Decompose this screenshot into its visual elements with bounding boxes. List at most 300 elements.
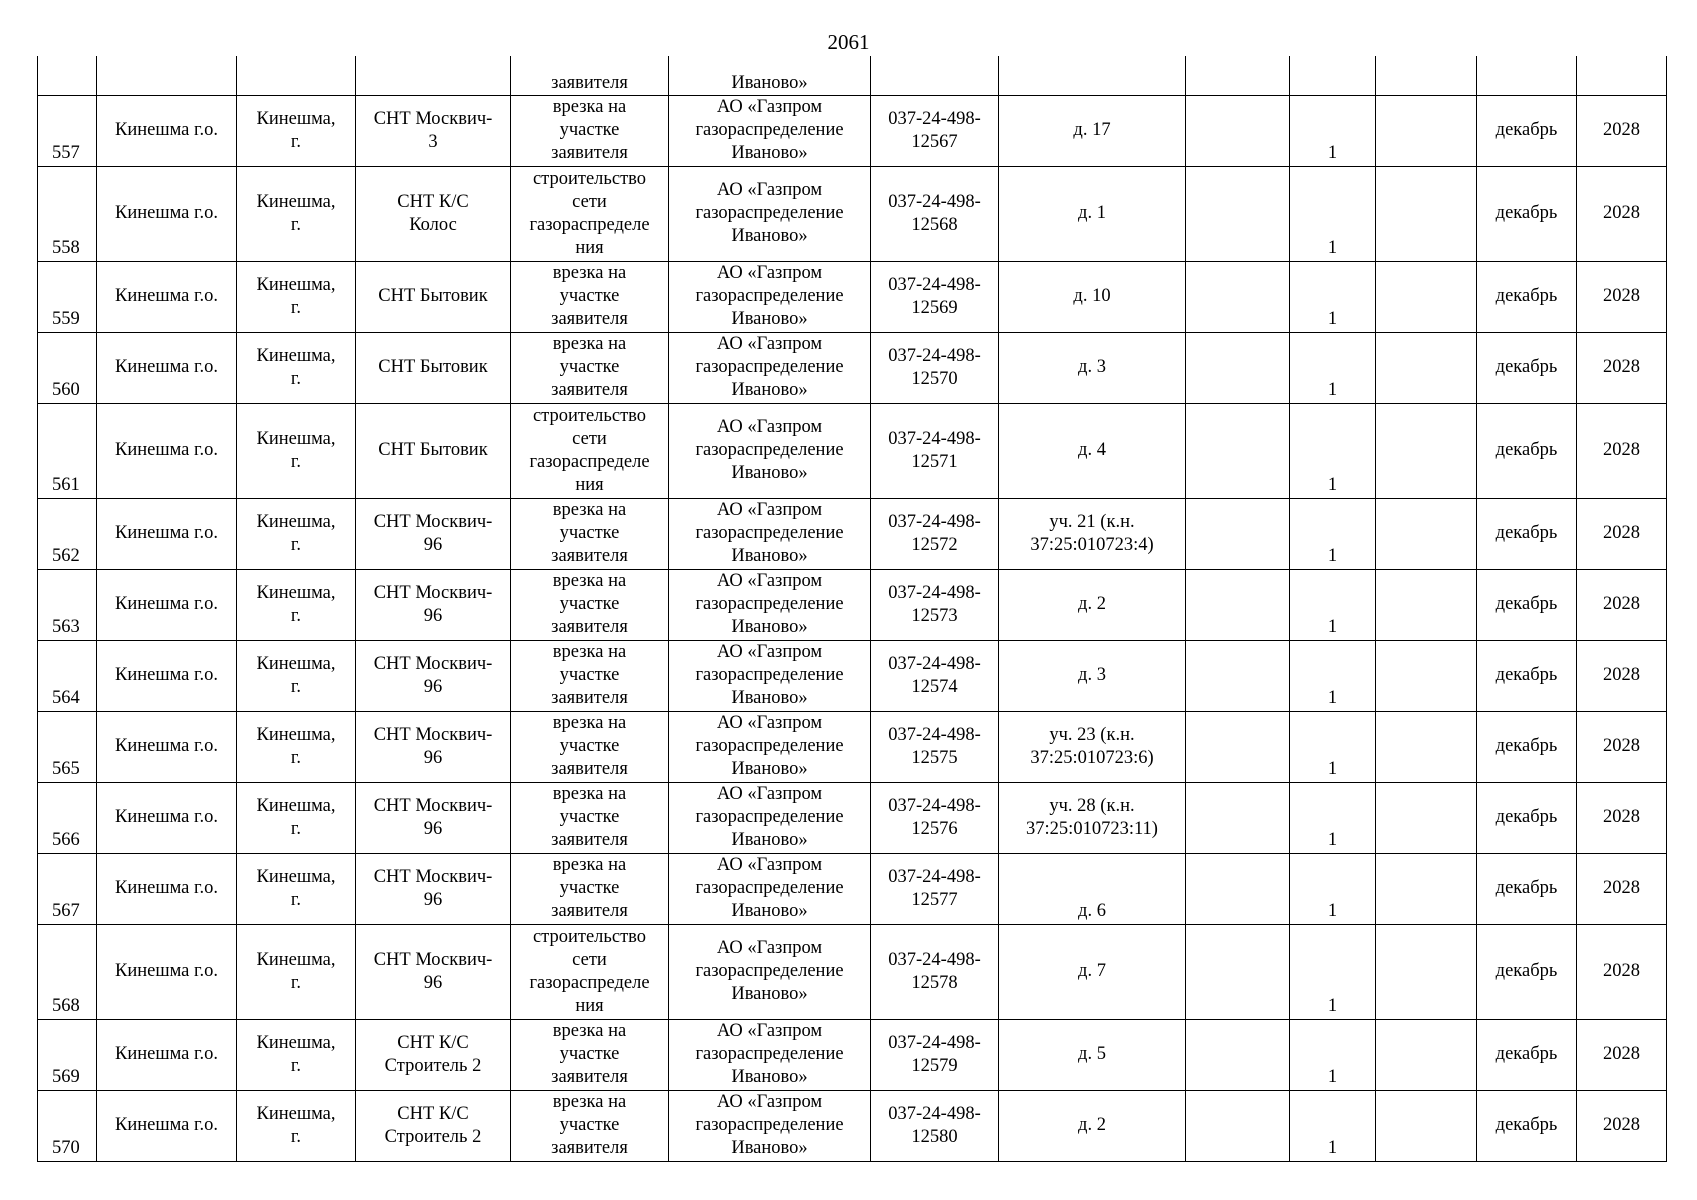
cell-code-text: 037-24-498- 12568 <box>888 191 981 235</box>
cell-work-text: врезка на участке заявителя <box>551 855 628 921</box>
cell-locality-text: Кинешма, г. <box>256 108 336 152</box>
cell-no-text: 564 <box>52 687 80 708</box>
cell-house-text: д. 3 <box>1078 357 1106 377</box>
cell-code-text: 037-24-498- 12579 <box>888 1032 981 1076</box>
cell-org-text: АО «Газпром газораспределение Иваново» <box>695 97 844 163</box>
cell-code-text: 037-24-498- 12574 <box>888 653 981 697</box>
cell-extra <box>1186 853 1290 924</box>
cell-org <box>669 403 871 498</box>
cell-district <box>97 1090 237 1161</box>
table-row <box>38 924 1667 1019</box>
cell-code <box>871 332 999 403</box>
cell-org <box>669 1090 871 1161</box>
cell-street-text: СНТ Москвич- 96 <box>373 949 493 993</box>
cell-qty-text: 1 <box>1327 1137 1338 1158</box>
cell-no <box>38 853 97 924</box>
cell-org <box>669 332 871 403</box>
cell-no-text: 566 <box>52 829 80 850</box>
cell-district-text: Кинешма г.о. <box>114 523 218 543</box>
cell-locality-text: Кинешма, г. <box>256 949 336 993</box>
cell-locality-text: Кинешма, г. <box>256 191 336 235</box>
cell-street <box>356 332 511 403</box>
cell-no-text: 558 <box>52 237 80 258</box>
cell-month-text: декабрь <box>1495 878 1558 898</box>
cell-locality-text: Кинешма, г. <box>256 1032 336 1076</box>
cell-work <box>511 332 669 403</box>
cell-district <box>97 853 237 924</box>
cell-no <box>38 924 97 1019</box>
cell-code <box>871 569 999 640</box>
cell-locality <box>237 332 356 403</box>
table-row <box>38 166 1667 261</box>
cell-month <box>1477 332 1577 403</box>
cell-month-text: декабрь <box>1495 440 1558 460</box>
cell-org-text: АО «Газпром газораспределение Иваново» <box>695 784 844 850</box>
cell-code-text: 037-24-498- 12578 <box>888 949 981 993</box>
cell-work <box>511 166 669 261</box>
cell-code-text: 037-24-498- 12575 <box>888 724 981 768</box>
cell-qty-text: 1 <box>1327 237 1338 258</box>
cell-extra <box>1186 56 1290 95</box>
cell-code <box>871 782 999 853</box>
cell-no-text: 567 <box>52 900 80 921</box>
cell-blank <box>1376 569 1477 640</box>
cell-month <box>1477 1090 1577 1161</box>
cell-qty <box>1290 261 1376 332</box>
cell-code-text: 037-24-498- 12576 <box>888 795 981 839</box>
cell-qty <box>1290 403 1376 498</box>
cell-qty-text: 1 <box>1327 758 1338 779</box>
cell-street-text: СНТ Москвич- 96 <box>373 511 493 555</box>
cell-street-text: СНТ К/С Строитель 2 <box>384 1103 482 1147</box>
cell-work <box>511 711 669 782</box>
cell-qty-text: 1 <box>1327 308 1338 329</box>
cell-district-text: Кинешма г.о. <box>114 357 218 377</box>
cell-year-text: 2028 <box>1603 286 1640 306</box>
cell-qty <box>1290 924 1376 1019</box>
cell-org <box>669 261 871 332</box>
cell-work <box>511 640 669 711</box>
table-row <box>38 782 1667 853</box>
cell-no <box>38 1019 97 1090</box>
cell-locality <box>237 569 356 640</box>
cell-qty-text: 1 <box>1327 687 1338 708</box>
cell-qty <box>1290 95 1376 166</box>
cell-qty-text: 1 <box>1327 616 1338 637</box>
cell-street-text: СНТ К/С Строитель 2 <box>384 1032 482 1076</box>
cell-locality-text: Кинешма, г. <box>256 1103 336 1147</box>
cell-district-text: Кинешма г.о. <box>114 665 218 685</box>
cell-year-text: 2028 <box>1603 665 1640 685</box>
cell-blank <box>1376 498 1477 569</box>
cell-district <box>97 569 237 640</box>
cell-code <box>871 1019 999 1090</box>
cell-year <box>1577 166 1667 261</box>
cell-code <box>871 924 999 1019</box>
cell-year <box>1577 56 1667 95</box>
cell-no <box>38 640 97 711</box>
cell-year-text: 2028 <box>1603 357 1640 377</box>
cell-house-text: д. 10 <box>1073 286 1111 306</box>
cell-no <box>38 498 97 569</box>
cell-month-text: декабрь <box>1495 736 1558 756</box>
table-row <box>38 332 1667 403</box>
cell-house-text: уч. 21 (к.н. 37:25:010723:4) <box>1030 511 1154 555</box>
cell-org <box>669 1019 871 1090</box>
cell-code <box>871 853 999 924</box>
cell-street <box>356 498 511 569</box>
cell-locality-text: Кинешма, г. <box>256 428 336 472</box>
cell-street-text: СНТ Москвич- 96 <box>373 866 493 910</box>
cell-year <box>1577 498 1667 569</box>
cell-org: Иваново» <box>669 56 871 95</box>
cell-house <box>999 1019 1186 1090</box>
cell-district <box>97 261 237 332</box>
cell-house-text: д. 4 <box>1078 440 1106 460</box>
cell-house <box>999 498 1186 569</box>
cell-locality-text: Кинешма, г. <box>256 653 336 697</box>
cell-qty <box>1290 56 1376 95</box>
cell-month <box>1477 853 1577 924</box>
cell-year <box>1577 1090 1667 1161</box>
cell-org-text: АО «Газпром газораспределение Иваново» <box>695 571 844 637</box>
cell-house-text: д. 6 <box>1078 900 1106 921</box>
cell-blank <box>1376 403 1477 498</box>
cell-month <box>1477 924 1577 1019</box>
cell-extra <box>1186 640 1290 711</box>
cell-month <box>1477 403 1577 498</box>
cell-extra <box>1186 166 1290 261</box>
cell-blank <box>1376 166 1477 261</box>
cell-house <box>999 569 1186 640</box>
cell-year-text: 2028 <box>1603 1115 1640 1135</box>
table-row <box>38 95 1667 166</box>
cell-work-text: врезка на участке заявителя <box>551 571 628 637</box>
cell-work <box>511 1090 669 1161</box>
cell-work-text: врезка на участке заявителя <box>551 784 628 850</box>
cell-month-text: декабрь <box>1495 523 1558 543</box>
cell-district-text: Кинешма г.о. <box>114 440 218 460</box>
cell-blank <box>1376 853 1477 924</box>
cell-street-text: СНТ Москвич- 96 <box>373 724 493 768</box>
cell-org <box>669 166 871 261</box>
cell-work-text: врезка на участке заявителя <box>551 713 628 779</box>
cell-blank <box>1376 782 1477 853</box>
cell-locality-text: Кинешма, г. <box>256 795 336 839</box>
cell-district-text: Кинешма г.о. <box>114 807 218 827</box>
cell-street <box>356 782 511 853</box>
cell-extra <box>1186 924 1290 1019</box>
cell-blank <box>1376 95 1477 166</box>
cell-month-text: декабрь <box>1495 1115 1558 1135</box>
cell-extra <box>1186 261 1290 332</box>
cell-work <box>511 569 669 640</box>
cell-street <box>356 711 511 782</box>
cell-org <box>669 498 871 569</box>
cell-work <box>511 853 669 924</box>
cell-month-text: декабрь <box>1495 961 1558 981</box>
cell-work-text: врезка на участке заявителя <box>551 1021 628 1087</box>
cell-house <box>999 640 1186 711</box>
cell-house-text: д. 2 <box>1078 1115 1106 1135</box>
cell-month <box>1477 95 1577 166</box>
cell-house-text: д. 7 <box>1078 961 1106 981</box>
cell-blank <box>1376 261 1477 332</box>
cell-org <box>669 640 871 711</box>
cell-street-text: СНТ Москвич- 3 <box>373 108 493 152</box>
cell-month-text: декабрь <box>1495 1044 1558 1064</box>
cell-locality <box>237 640 356 711</box>
cell-org <box>669 924 871 1019</box>
cell-street-text: СНТ Бытовик <box>378 357 488 377</box>
cell-street <box>356 261 511 332</box>
cell-locality <box>237 1019 356 1090</box>
cell-district-text: Кинешма г.о. <box>114 961 218 981</box>
cell-work-text: врезка на участке заявителя <box>551 334 628 400</box>
cell-street <box>356 853 511 924</box>
cell-year-text: 2028 <box>1603 440 1640 460</box>
cell-work-text: врезка на участке заявителя <box>551 500 628 566</box>
cell-extra <box>1186 711 1290 782</box>
cell-street-text: СНТ Москвич- 96 <box>373 653 493 697</box>
cell-house <box>999 261 1186 332</box>
cell-house <box>999 403 1186 498</box>
table-row <box>38 569 1667 640</box>
cell-district-text: Кинешма г.о. <box>114 878 218 898</box>
cell-org-text: АО «Газпром газораспределение Иваново» <box>695 180 844 246</box>
cell-code <box>871 95 999 166</box>
cell-month <box>1477 261 1577 332</box>
cell-no <box>38 403 97 498</box>
cell-qty-text: 1 <box>1327 829 1338 850</box>
cell-house-text: д. 2 <box>1078 594 1106 614</box>
cell-qty <box>1290 782 1376 853</box>
cell-extra <box>1186 1019 1290 1090</box>
cell-no-text: 568 <box>52 995 80 1016</box>
cell-qty-text: 1 <box>1327 474 1338 495</box>
cell-no <box>38 166 97 261</box>
cell-code <box>871 711 999 782</box>
cell-work <box>511 924 669 1019</box>
cell-code-text: 037-24-498- 12577 <box>888 866 981 910</box>
cell-locality <box>237 403 356 498</box>
cell-org-text: АО «Газпром газораспределение Иваново» <box>695 1092 844 1158</box>
cell-house <box>999 95 1186 166</box>
cell-year <box>1577 853 1667 924</box>
cell-locality-text: Кинешма, г. <box>256 274 336 318</box>
cell-blank <box>1376 1090 1477 1161</box>
cell-house <box>999 1090 1186 1161</box>
cell-district <box>97 640 237 711</box>
cell-blank <box>1376 924 1477 1019</box>
cell-street <box>356 569 511 640</box>
cell-extra <box>1186 1090 1290 1161</box>
table-row <box>38 403 1667 498</box>
cell-house <box>999 853 1186 924</box>
cell-org-text: АО «Газпром газораспределение Иваново» <box>695 500 844 566</box>
cell-no-text: 563 <box>52 616 80 637</box>
cell-no-text: 565 <box>52 758 80 779</box>
cell-code <box>871 166 999 261</box>
cell-street <box>356 1019 511 1090</box>
cell-month-text: декабрь <box>1495 807 1558 827</box>
cell-no-text: 562 <box>52 545 80 566</box>
cell-street <box>356 95 511 166</box>
cell-district-text: Кинешма г.о. <box>114 594 218 614</box>
cell-extra <box>1186 95 1290 166</box>
cell-org <box>669 569 871 640</box>
cell-month <box>1477 711 1577 782</box>
cell-blank <box>1376 332 1477 403</box>
cell-month-text: декабрь <box>1495 665 1558 685</box>
cell-district <box>97 924 237 1019</box>
continued-row <box>38 56 1667 95</box>
cell-no <box>38 782 97 853</box>
cell-locality-text: Кинешма, г. <box>256 345 336 389</box>
cell-locality <box>237 56 356 95</box>
cell-no <box>38 332 97 403</box>
cell-house <box>999 166 1186 261</box>
cell-work-text: врезка на участке заявителя <box>551 642 628 708</box>
cell-work <box>511 498 669 569</box>
cell-year <box>1577 640 1667 711</box>
cell-code-text: 037-24-498- 12569 <box>888 274 981 318</box>
cell-code-text: 037-24-498- 12567 <box>888 108 981 152</box>
cell-work <box>511 261 669 332</box>
cell-code-text: 037-24-498- 12573 <box>888 582 981 626</box>
cell-locality <box>237 711 356 782</box>
cell-org <box>669 853 871 924</box>
cell-qty-text: 1 <box>1327 142 1338 163</box>
cell-org <box>669 782 871 853</box>
table-row <box>38 261 1667 332</box>
cell-year <box>1577 332 1667 403</box>
cell-street-text: СНТ Бытовик <box>378 286 488 306</box>
cell-no-text: 561 <box>52 474 80 495</box>
cell-qty-text: 1 <box>1327 1066 1338 1087</box>
cell-month-text: декабрь <box>1495 120 1558 140</box>
cell-qty <box>1290 166 1376 261</box>
cell-district <box>97 166 237 261</box>
cell-code <box>871 498 999 569</box>
cell-blank <box>1376 56 1477 95</box>
cell-work-text: врезка на участке заявителя <box>551 263 628 329</box>
cell-qty <box>1290 711 1376 782</box>
cell-code <box>871 56 999 95</box>
cell-month-text: декабрь <box>1495 594 1558 614</box>
cell-qty-text: 1 <box>1327 995 1338 1016</box>
cell-district <box>97 711 237 782</box>
cell-work <box>511 95 669 166</box>
page-number: 2061 <box>827 30 870 54</box>
cell-year-text: 2028 <box>1603 878 1640 898</box>
cell-locality-text: Кинешма, г. <box>256 582 336 626</box>
cell-work-text: строительство сети газораспределе ния <box>529 926 650 1016</box>
cell-year-text: 2028 <box>1603 1044 1640 1064</box>
cell-extra <box>1186 332 1290 403</box>
cell-district <box>97 1019 237 1090</box>
cell-year-text: 2028 <box>1603 736 1640 756</box>
cell-code <box>871 261 999 332</box>
cell-year <box>1577 261 1667 332</box>
cell-street <box>356 56 511 95</box>
cell-locality <box>237 924 356 1019</box>
cell-locality <box>237 95 356 166</box>
cell-street <box>356 924 511 1019</box>
cell-qty <box>1290 569 1376 640</box>
gas-connection-table <box>37 56 1667 1162</box>
cell-org-text: АО «Газпром газораспределение Иваново» <box>695 855 844 921</box>
cell-extra <box>1186 569 1290 640</box>
cell-blank <box>1376 1019 1477 1090</box>
cell-year-text: 2028 <box>1603 961 1640 981</box>
cell-org-text: АО «Газпром газораспределение Иваново» <box>695 263 844 329</box>
cell-locality <box>237 166 356 261</box>
cell-work-text: врезка на участке заявителя <box>551 1092 628 1158</box>
cell-house-text: д. 1 <box>1078 203 1106 223</box>
cell-no <box>38 261 97 332</box>
table-row <box>38 711 1667 782</box>
cell-house-text: уч. 23 (к.н. 37:25:010723:6) <box>1030 724 1154 768</box>
cell-district-text: Кинешма г.о. <box>114 736 218 756</box>
cell-locality <box>237 498 356 569</box>
cell-work-text: врезка на участке заявителя <box>551 97 628 163</box>
cell-org-text: АО «Газпром газораспределение Иваново» <box>695 334 844 400</box>
cell-year <box>1577 924 1667 1019</box>
cell-blank <box>1376 640 1477 711</box>
cell-street <box>356 403 511 498</box>
cell-street-text: СНТ Москвич- 96 <box>373 795 493 839</box>
cell-house-text: д. 3 <box>1078 665 1106 685</box>
cell-code-text: 037-24-498- 12580 <box>888 1103 981 1147</box>
cell-locality-text: Кинешма, г. <box>256 724 336 768</box>
cell-work <box>511 782 669 853</box>
cell-code-text: 037-24-498- 12570 <box>888 345 981 389</box>
cell-org <box>669 711 871 782</box>
cell-no-text: 570 <box>52 1137 80 1158</box>
cell-street-text: СНТ К/С Колос <box>397 191 469 235</box>
cell-no-text: 569 <box>52 1066 80 1087</box>
cell-street <box>356 166 511 261</box>
cell-code <box>871 1090 999 1161</box>
cell-house-text: уч. 28 (к.н. 37:25:010723:11) <box>1026 795 1158 839</box>
table-row <box>38 853 1667 924</box>
cell-district-text: Кинешма г.о. <box>114 203 218 223</box>
cell-org-text: АО «Газпром газораспределение Иваново» <box>695 713 844 779</box>
cell-month-text: декабрь <box>1495 203 1558 223</box>
cell-code <box>871 403 999 498</box>
cell-no <box>38 711 97 782</box>
cell-district <box>97 95 237 166</box>
cell-extra <box>1186 498 1290 569</box>
cell-org-text: АО «Газпром газораспределение Иваново» <box>695 1021 844 1087</box>
cell-no-text: 559 <box>52 308 80 329</box>
cell-locality <box>237 261 356 332</box>
cell-locality <box>237 853 356 924</box>
cell-district <box>97 403 237 498</box>
cell-no <box>38 95 97 166</box>
cell-year <box>1577 403 1667 498</box>
cell-district-text: Кинешма г.о. <box>114 120 218 140</box>
cell-street-text: СНТ Бытовик <box>378 440 488 460</box>
cell-month <box>1477 166 1577 261</box>
table-row <box>38 640 1667 711</box>
cell-locality-text: Кинешма, г. <box>256 511 336 555</box>
cell-month <box>1477 640 1577 711</box>
cell-year-text: 2028 <box>1603 203 1640 223</box>
cell-work-text: строительство сети газораспределе ния <box>529 405 650 495</box>
cell-qty <box>1290 853 1376 924</box>
